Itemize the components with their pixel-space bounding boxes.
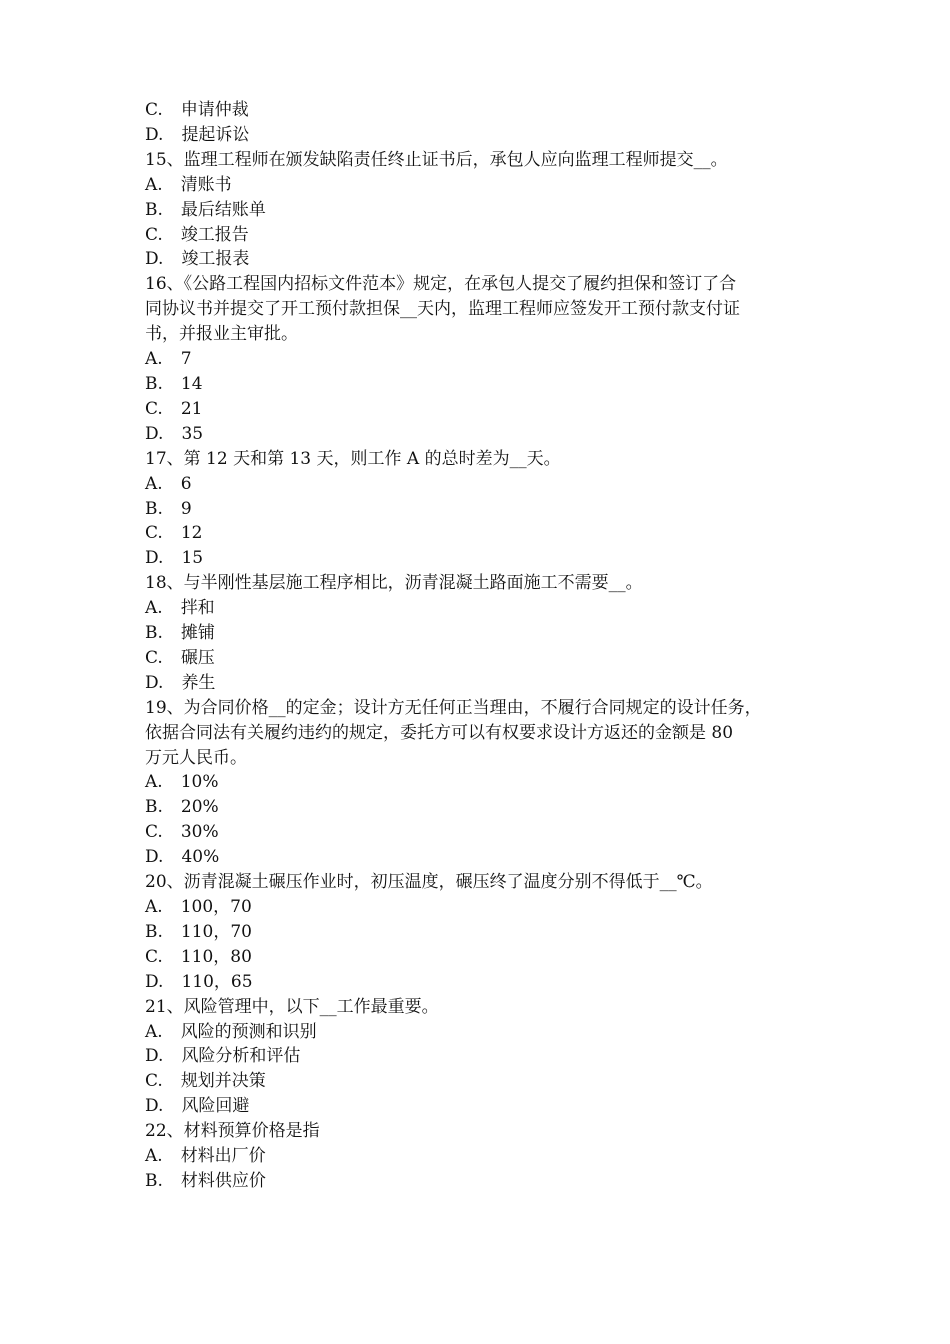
option-text: 110，65 xyxy=(181,971,253,992)
option-text: 清账书 xyxy=(180,174,232,195)
option-letter: D. xyxy=(145,672,164,693)
option-letter: B. xyxy=(145,921,163,942)
option-text: 35 xyxy=(181,423,204,444)
document-body xyxy=(145,98,810,1194)
option-letter: A. xyxy=(145,1146,163,1167)
option-text: 拌和 xyxy=(180,598,215,619)
question-text: 22、材料预算价格是指 xyxy=(145,1121,320,1142)
option-line xyxy=(145,970,810,995)
option-text: 最后结账单 xyxy=(180,199,266,220)
option-line xyxy=(145,347,810,372)
option-text: 110，70 xyxy=(180,921,252,942)
option-text: 材料出厂价 xyxy=(180,1146,266,1167)
option-letter: D. xyxy=(145,249,164,270)
option-line xyxy=(145,98,810,123)
question-text: 20、沥青混凝土碾压作业时，初压温度，碾压终了温度分别不得低于__℃。 xyxy=(145,872,713,893)
option-text: 10% xyxy=(180,772,219,793)
option-line xyxy=(145,223,810,248)
option-line xyxy=(145,671,810,696)
option-text: 12 xyxy=(180,523,203,544)
option-letter: A. xyxy=(145,598,163,619)
option-line xyxy=(145,521,810,546)
option-letter: B. xyxy=(145,498,163,519)
option-text: 20% xyxy=(180,797,219,818)
option-text: 风险回避 xyxy=(181,1096,250,1117)
question-text: 15、监理工程师在颁发缺陷责任终止证书后，承包人应向监理工程师提交__。 xyxy=(145,149,728,170)
option-line xyxy=(145,397,810,422)
option-letter: C. xyxy=(145,647,163,668)
option-letter: B. xyxy=(145,199,163,220)
option-letter: C. xyxy=(145,523,163,544)
option-text: 碾压 xyxy=(180,647,215,668)
option-text: 竣工报告 xyxy=(180,224,249,245)
option-text: 100，70 xyxy=(180,897,252,917)
option-letter: A. xyxy=(145,897,163,917)
question-text: 同协议书并提交了开工预付款担保__天内，监理工程师应签发开工预付款支付证 xyxy=(145,299,740,320)
option-text: 15 xyxy=(181,548,204,569)
question-text: 16、《公路工程国内招标文件范本》规定，在承包人提交了履约担保和签订了合 xyxy=(145,274,737,295)
option-letter: C. xyxy=(145,946,163,967)
option-text: 7 xyxy=(180,349,192,370)
option-letter: A. xyxy=(145,174,163,195)
option-letter: D. xyxy=(145,124,164,145)
option-text: 9 xyxy=(180,498,192,519)
option-letter: C. xyxy=(145,100,163,120)
option-text: 竣工报表 xyxy=(181,249,250,270)
option-letter: D. xyxy=(145,1046,164,1067)
option-line xyxy=(145,1094,810,1119)
option-text: 6 xyxy=(180,473,192,494)
option-text: 21 xyxy=(180,398,203,419)
question-text: 21、风险管理中，以下__工作最重要。 xyxy=(145,996,439,1017)
option-text: 申请仲裁 xyxy=(180,100,249,120)
option-text: 提起诉讼 xyxy=(181,124,250,145)
option-line xyxy=(145,1044,810,1069)
option-line xyxy=(145,546,810,571)
option-line xyxy=(145,820,810,845)
option-letter: B. xyxy=(145,1170,163,1191)
option-line xyxy=(145,895,810,920)
option-letter: A. xyxy=(145,1021,163,1042)
question-text: 依据合同法有关履约违约的规定，委托方可以有权要求设计方返还的金额是 80 xyxy=(145,722,734,743)
option-text: 材料供应价 xyxy=(180,1170,266,1191)
option-line xyxy=(145,123,810,148)
option-text: 30% xyxy=(180,822,219,843)
option-text: 40% xyxy=(181,847,220,868)
option-line xyxy=(145,497,810,522)
option-line xyxy=(145,422,810,447)
option-line xyxy=(145,198,810,223)
option-letter: B. xyxy=(145,623,163,644)
question-text: 18、与半刚性基层施工程序相比，沥青混凝土路面施工不需要__。 xyxy=(145,573,643,594)
option-line xyxy=(145,596,810,621)
option-letter: D. xyxy=(145,548,164,569)
option-letter: A. xyxy=(145,349,163,370)
option-text: 风险分析和评估 xyxy=(181,1046,301,1067)
option-letter: C. xyxy=(145,224,163,245)
option-text: 风险的预测和识别 xyxy=(180,1021,317,1042)
option-letter: D. xyxy=(145,971,164,992)
option-text: 14 xyxy=(180,373,203,394)
option-letter: A. xyxy=(145,772,163,793)
option-letter: B. xyxy=(145,797,163,818)
question-text: 19、为合同价格__的定金；设计方无任何正当理由，不履行合同规定的设计任务， xyxy=(145,697,762,718)
option-text: 规划并决策 xyxy=(180,1071,266,1092)
option-line xyxy=(145,945,810,970)
question-text: 17、第 12 天和第 13 天，则工作 A 的总时差为__天。 xyxy=(145,448,561,469)
option-line xyxy=(145,621,810,646)
option-line xyxy=(145,770,810,795)
option-letter: B. xyxy=(145,373,163,394)
option-line xyxy=(145,1069,810,1094)
option-line xyxy=(145,472,810,497)
option-line xyxy=(145,1169,810,1194)
option-line xyxy=(145,845,810,870)
option-letter: D. xyxy=(145,423,164,444)
question-text: 万元人民币。 xyxy=(145,747,247,768)
option-letter: A. xyxy=(145,473,163,494)
option-text: 摊铺 xyxy=(180,623,215,644)
option-line xyxy=(145,1020,810,1045)
option-line xyxy=(145,920,810,945)
option-line xyxy=(145,795,810,820)
option-line xyxy=(145,247,810,272)
option-line xyxy=(145,646,810,671)
option-letter: D. xyxy=(145,1096,164,1117)
option-letter: C. xyxy=(145,1071,163,1092)
option-line xyxy=(145,372,810,397)
option-text: 养生 xyxy=(181,672,216,693)
option-letter: C. xyxy=(145,822,163,843)
option-letter: C. xyxy=(145,398,163,419)
option-line xyxy=(145,1144,810,1169)
option-text: 110，80 xyxy=(180,946,252,967)
question-text: 书，并报业主审批。 xyxy=(145,324,298,345)
option-line xyxy=(145,173,810,198)
option-letter: D. xyxy=(145,847,164,868)
